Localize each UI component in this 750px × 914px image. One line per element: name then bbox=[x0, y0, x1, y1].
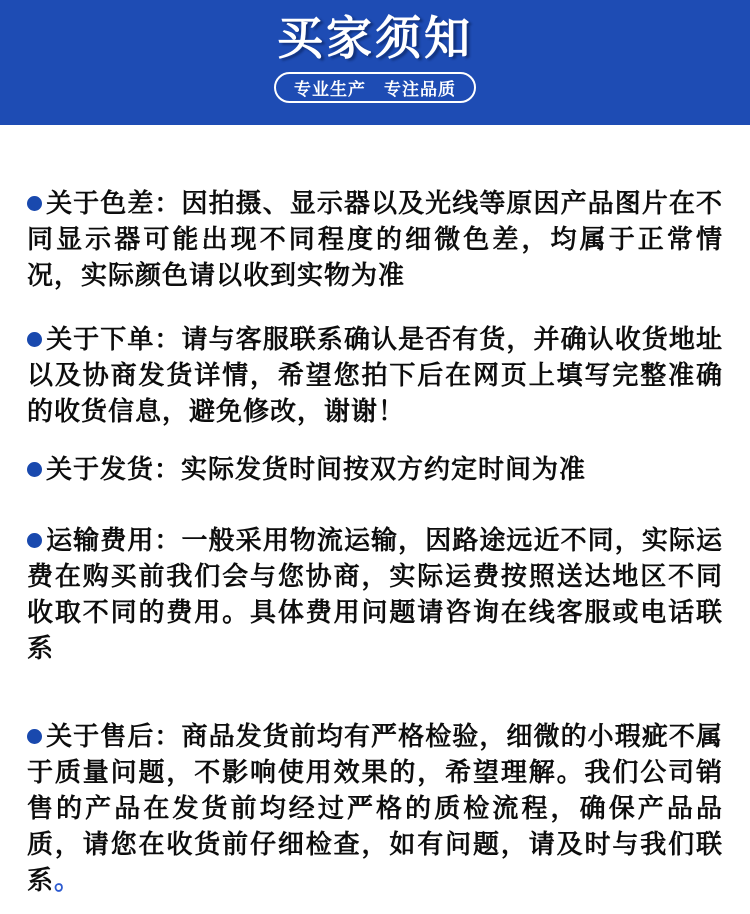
notice-body: 因拍摄、显示器以及光线等原因产品图片在不同显示器可能出现不同程度的细微色差，均属于正常情况，实际颜色请以收到实物为准 bbox=[27, 188, 723, 290]
notice-body: 一般采用物流运输，因路途远近不同，实际运费在购买前我们会与您协商，实际运费按照送达地区不同收取不同的费用。具体费用问题请咨询在线客服或电话联系 bbox=[27, 525, 723, 663]
bullet-dot-icon bbox=[27, 196, 42, 211]
notice-item bbox=[27, 451, 723, 487]
notice-label: 关于色差： bbox=[46, 188, 182, 218]
subtitle-text: 专业生产 专注品质 bbox=[294, 79, 456, 99]
notice-body: 请与客服联系确认是否有货，并确认收货地址以及协商发货详情，希望您拍下后在网页上填写完整准确的收货信息，避免修改，谢谢！ bbox=[27, 324, 723, 426]
bullet-dot-icon bbox=[27, 462, 42, 477]
bullet-dot-icon bbox=[27, 332, 42, 347]
bullet-dot-icon bbox=[27, 729, 42, 744]
notice-label: 关于售后： bbox=[46, 721, 182, 751]
notice-label: 运输费用： bbox=[46, 525, 182, 555]
notice-label: 关于下单： bbox=[46, 324, 182, 354]
notice-item bbox=[27, 522, 723, 666]
notice-label: 关于发货： bbox=[46, 454, 182, 484]
notice-item bbox=[27, 321, 723, 429]
notice-item bbox=[27, 185, 723, 293]
page-title: 买家须知 bbox=[277, 12, 473, 64]
header-banner bbox=[0, 0, 750, 125]
notice-body: 商品发货前均有严格检验，细微的小瑕疵不属于质量问题，不影响使用效果的，希望理解。我们公司销售的产品在发货前均经过严格的质检流程，确保产品品质，请您在收货前仔细检查，如有问题，请及时与我们联系 bbox=[27, 721, 723, 895]
notice-tail: 。 bbox=[54, 865, 82, 895]
notice-body: 实际发货时间按双方约定时间为准 bbox=[181, 454, 587, 484]
notice-list bbox=[0, 185, 750, 898]
notice-item bbox=[27, 718, 723, 898]
bullet-dot-icon bbox=[27, 533, 42, 548]
subtitle-pill bbox=[274, 72, 476, 103]
